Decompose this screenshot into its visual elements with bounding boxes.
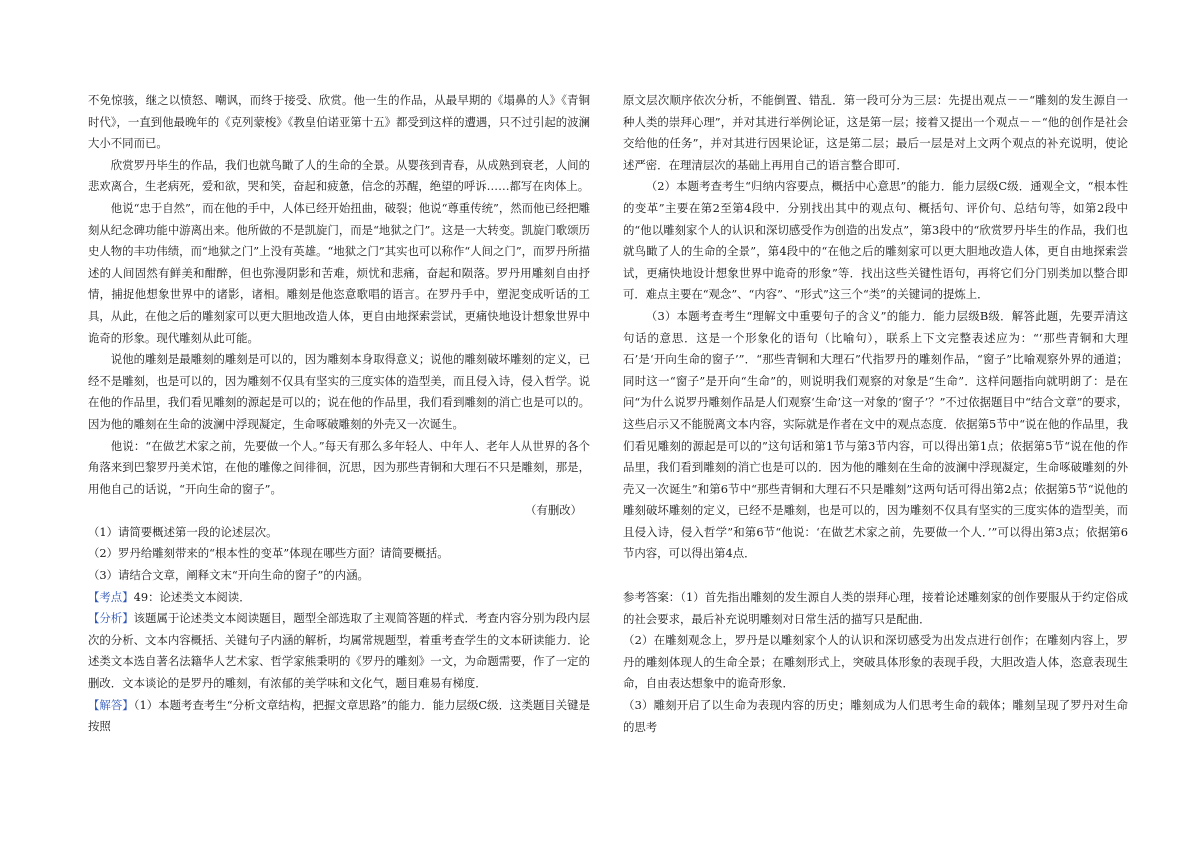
passage-paragraph: 他说“忠于自然”，而在他的手中，人体已经开始扭曲，破裂；他说“尊重传统”，然而他已经把雕刻从纪念碑功能中游离出来。他所做的不是凯旋门，而是“地狱之门”。这是一大转变。凯旋门歌颂历史人物的丰功伟绩，而“地狱之门”上没有英雄。“地狱之门”其实也可以称作“人间之门”，而罗丹所描述的人间固然有鲜美和酣醉，但也弥漫阴影和苦难，烦忧和悲痛，奋起和陨落。罗丹用雕刻自由抒情，捕捉他想象世界中的诸影，诸相。雕刻是他恣意歌唱的语言。在罗丹手中，塑泥变成听话的工具，从此，在他之后的雕刻家可以更大胆地改造人体，更自由地探索尝试，更痛快地设计想象世界中诡奇的形象。现代雕刻从此可能。 — [88, 200, 590, 345]
analysis-paragraph: 原文层次顺序依次分析，不能倒置、错乱．第一段可分为三层：先提出观点－－“雕刻的发生源自一种人类的崇拜心理”，并对其进行举例论证，这是第一层；接着又提出一个观点－－“他的创作是社会交给他的任务”，并对其进行因果论证，这是第二层；最后一层是对上文两个观点的补充说明，使论述严密．在理清层次的基础上再用自己的语言整合即可． — [623, 93, 1128, 172]
analysis-paragraph: （2）本题考查考生“归纳内容要点，概括中心意思”的能力．能力层级C级．通观全文，“根本性的变革”主要在第2至第4段中．分别找出其中的观点句、概括句、评价句、总结句等，如第2段中的“他以雕刻家个人的认识和深切感受作为创造的出发点”，第3段中的“欣赏罗丹毕生的作品，我们也就鸟瞰了人的生命的全景”，第4段中的“在他之后的雕刻家可以更大胆地改造人体，更自由地探索尝试，更痛快地设计想象世界中诡奇的形象”等．找出这些关键性语句，再将它们分门别类加以整合即可．难点主要在“观念”、“内容”、“形式”这三个“类”的关键词的提炼上． — [623, 179, 1128, 302]
question-3: （3）请结合文章，阐释文末“开向生命的窗子”的内涵。 — [88, 568, 369, 583]
passage-paragraph: 说他的雕刻是最雕刻的雕刻是可以的，因为雕刻本身取得意义；说他的雕刻破坏雕刻的定义，已经不是雕刻，也是可以的，因为雕刻不仅具有坚实的三度实体的造型美，而且侵入诗，侵入哲学。说在他的作品里，我们看见雕刻的源起是可以的；说在他的作品里，我们看到雕刻的消亡也是可以的。因为他的雕刻在生命的波澜中浮现凝定，生命啄破雕刻的外壳又一次诞生。 — [88, 352, 590, 431]
kaodian-tag: 【考点】 — [88, 589, 134, 604]
answer-paragraph: （3）雕刻开启了以生命为表现内容的历史；雕刻成为人们思考生命的载体；雕刻呈现了罗丹对生命的思考 — [623, 698, 1128, 734]
kaodian-line — [88, 587, 590, 609]
left-column — [88, 90, 590, 738]
kaodian-text: 49：论述类文本阅读． — [133, 589, 251, 604]
passage-paragraph: 欣赏罗丹毕生的作品，我们也就鸟瞰了人的生命的全景。从婴孩到青春，从成熟到衰老，人间的悲欢离合，生老病死，爱和欲，哭和笑，奋起和疲惫，信念的苏醒，绝望的呼诉……都写在肉体上。 — [88, 157, 590, 194]
section-gap — [623, 565, 1128, 587]
question-1: （1）请简要概述第一段的论述层次。 — [88, 524, 278, 539]
jieda-paragraph — [88, 695, 590, 738]
answer-paragraph: （2）在雕刻观念上，罗丹是以雕刻家个人的认识和深切感受为出发点进行创作；在雕刻内容上，罗丹的雕刻体现人的生命全景；在雕刻形式上，突破具体形象的表现手段，大胆改造人体，恣意表现生命，自由表达想象中的诡奇形象． — [623, 633, 1128, 691]
answer-paragraph: 参考答案：（1）首先指出雕刻的发生源自人类的崇拜心理，接着论述雕刻家的创作要服从于约定俗成的社会要求，最后补充说明雕刻对日常生活的描写只是配曲． — [623, 590, 1128, 626]
right-column — [623, 90, 1128, 738]
fenxi-tag: 【分析】 — [88, 611, 134, 626]
jieda-text: （1）本题考查考生“分析文章结构，把握文章思路”的能力．能力层级C级．这类题目关键是按照 — [88, 697, 590, 734]
question-2: （2）罗丹给雕刻带来的“根本性的变革”体现在哪些方面？请简要概括。 — [88, 546, 449, 561]
source-note: （有删改） — [525, 503, 582, 518]
fenxi-paragraph — [88, 608, 590, 694]
jieda-tag: 【解答】 — [88, 697, 134, 712]
passage-paragraph: 他说：“在做艺术家之前，先要做一个人。”每天有那么多年轻人、中年人、老年人从世界的各个角落来到巴黎罗丹美术馆，在他的雕像之间徘徊，沉思，因为那些青铜和大理石不只是雕刻，那是，用他自己的话说，“开向生命的窗子”。 — [88, 438, 590, 496]
analysis-paragraph: （3）本题考查考生“理解文中重要句子的含义”的能力．能力层级B级．解答此题，先要弄清这句话的意思．这是一个形象化的语句（比喻句），联系上下文完整表述应为：“‘那些青铜和大理石’是‘开向生命的窗子’”．“那些青铜和大理石”代指罗丹的雕刻作品，“窗子”比喻观察外界的通道；同时这一“窗子”是开向“生命”的，则说明我们观察的对象是“生命”．这样问题指向就明朗了：是在问“为什么说罗丹雕刻作品是人们观察‘生命’这一对象的‘窗子’？”不过依据题目中“结合文章”的要求，这些启示又不能脱离文本内容，实际就是作者在文中的观点态度．依据第5节中“说在他的作品里，我们看见雕刻的源起是可以的”这句话和第1节与第3节内容，可以得出第1点；依据第5节“说在他的作品里，我们看到雕刻的消亡也是可以的．因为他的雕刻在生命的波澜中浮现凝定，生命啄破雕刻的外壳又一次诞生”和第6节中“那些青铜和大理石不只是雕刻”这两句话可得出第2点；依据第5节“说他的雕刻破坏雕刻的定义，已经不是雕刻，也是可以的，因为雕刻不仅具有坚实的三度实体的造型美，而且侵入诗，侵入哲学”和第6节“他说：‘在做艺术家之前，先要做一个人．’”可以得出第3点；依据第6节内容，可以得出第4点． — [623, 308, 1128, 561]
fenxi-text: 该题属于论述类文本阅读题目，题型全部选取了主观简答题的样式．考查内容分别为段内层次的分析、文本内容概括、关键句子内涵的解析，均属常规题型，着重考查学生的文本研读能力．论述类文本选自著名法籍华人艺术家、哲学家熊秉明的《罗丹的雕刻》一文，为命题需要，作了一定的删改．文本谈论的是罗丹的雕刻，有浓郁的美学味和文化气，题目难易有梯度． — [88, 611, 590, 691]
passage-paragraph: 不免惊骇，继之以愤怒、嘲讽，而终于接受、欣赏。他一生的作品，从最早期的《塌鼻的人》《青铜时代》，一直到他最晚年的《克列蒙梭》《教皇伯诺亚第十五》都受到这样的遭遇，只不过引起的波澜大小不同而已。 — [88, 93, 590, 151]
